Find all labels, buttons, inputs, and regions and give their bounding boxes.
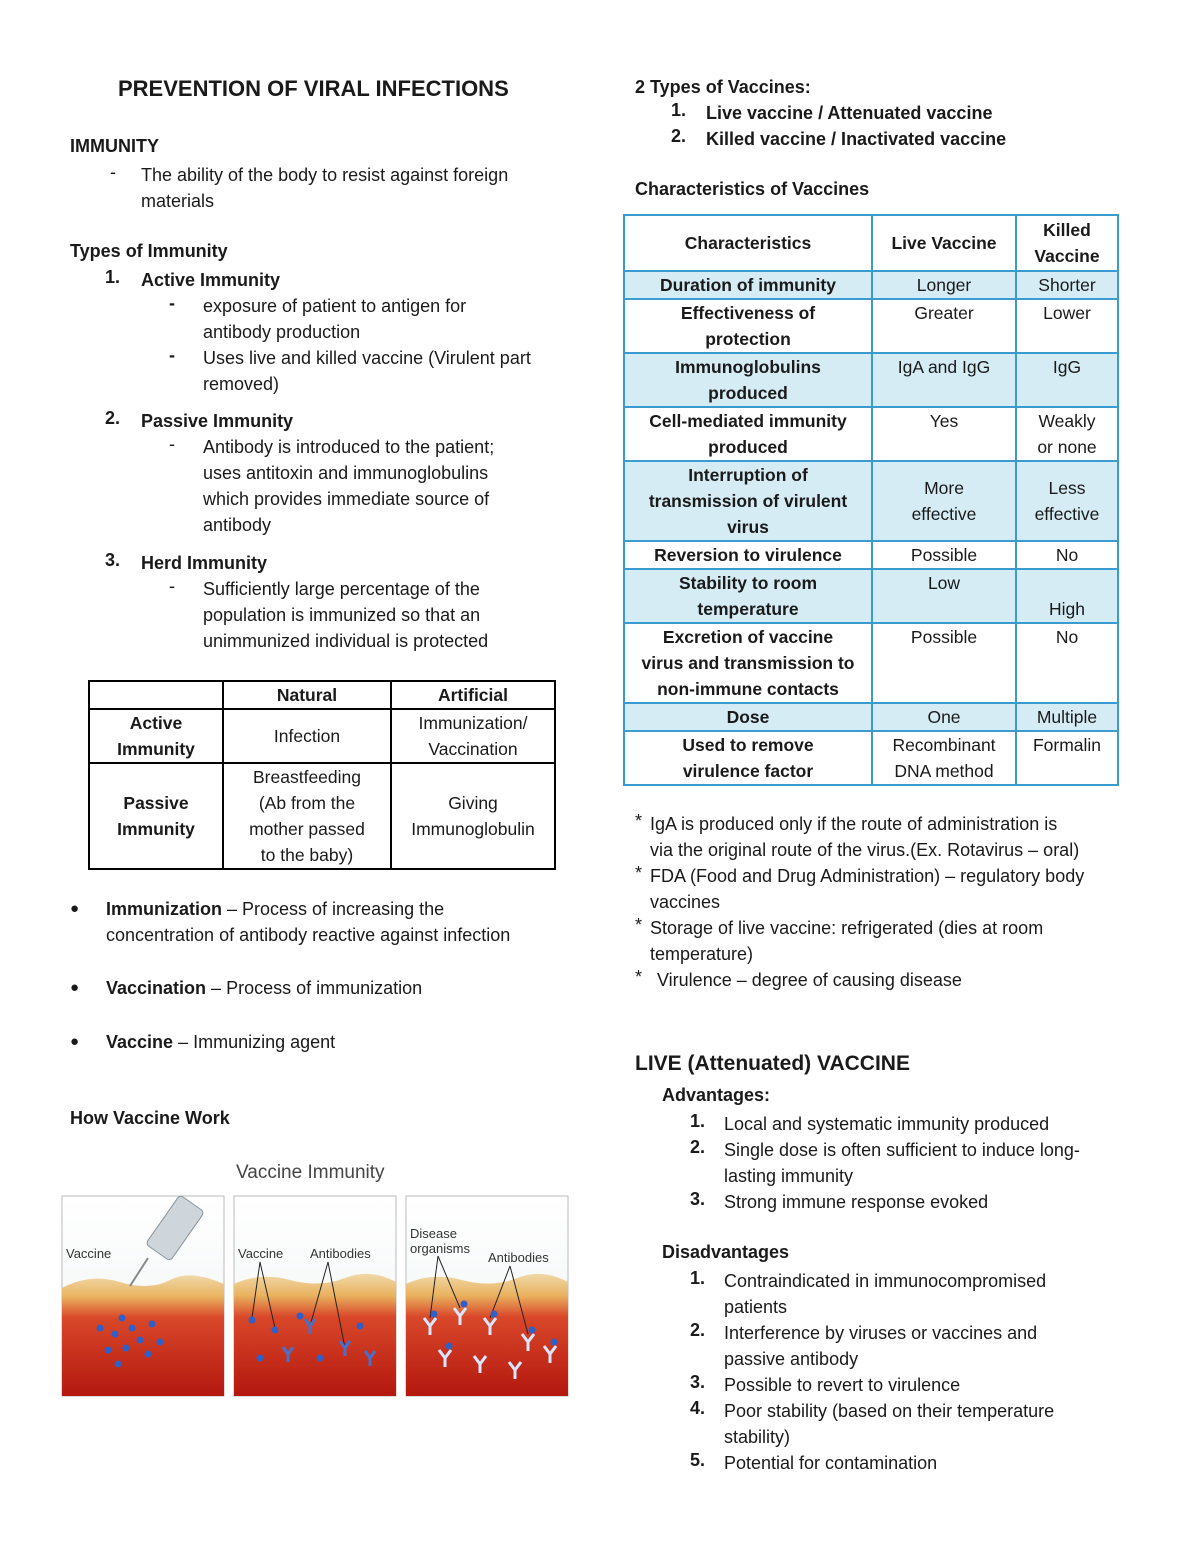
table-row [624, 271, 1118, 299]
item-number: 5. [690, 1450, 706, 1470]
disadvantages-list [690, 1268, 1150, 1476]
cell-line: Used to remove [682, 735, 814, 755]
cell-line: Weakly [1038, 411, 1096, 431]
text-line: via the original route of the virus.(Ex. Rotavirus – oral) [650, 840, 1080, 860]
table-row [89, 709, 555, 763]
footnote [635, 915, 1155, 967]
table-row [624, 623, 1118, 703]
list-item [690, 1189, 1150, 1215]
table-cell [89, 709, 223, 763]
table-cell: IgG [1016, 353, 1118, 407]
cell-line: Immunoglobulins [675, 357, 821, 377]
item-number: 2. [690, 1320, 706, 1340]
types-of-immunity-heading: Types of Immunity [70, 241, 228, 261]
list-item [690, 1137, 1150, 1189]
table-row [624, 731, 1118, 785]
cell-line: Excretion of vaccine [662, 627, 834, 647]
text-line: Single dose is often sufficient to induce long- [724, 1140, 1080, 1160]
text-line: uses antitoxin and immunoglobulins [203, 463, 489, 483]
table-cell [391, 763, 555, 869]
how-vaccine-work-heading: How Vaccine Work [70, 1108, 230, 1128]
cell-line: effective [1034, 504, 1100, 524]
table-header-cell: Natural [223, 681, 391, 709]
item-number: 3. [105, 550, 121, 570]
text-line: temperature) [650, 944, 754, 964]
vaccine-immunity-illustration [60, 1158, 572, 1398]
cell-line: or none [1037, 437, 1097, 457]
live-vaccine-heading: LIVE (Attenuated) VACCINE [635, 1052, 910, 1075]
text-line: concentration of antibody reactive against infection [106, 925, 511, 945]
text-line: Sufficiently large percentage of the [203, 579, 480, 599]
list-item [690, 1398, 1150, 1450]
cell-line: virulence factor [682, 761, 814, 781]
text-line: stability) [724, 1427, 791, 1447]
table-row [624, 299, 1118, 353]
advantages-list [690, 1111, 1150, 1215]
text-line: Process of increasing the [242, 899, 445, 919]
table-cell [624, 299, 872, 353]
table-cell: Dose [624, 703, 872, 731]
table-cell [223, 709, 391, 763]
table-cell: No [1016, 623, 1118, 703]
text-line: Potential for contamination [724, 1453, 938, 1473]
table-cell: Greater [872, 299, 1016, 353]
table-cell [223, 763, 391, 869]
cell-line: Infection [273, 726, 341, 746]
asterisk-mark: * [635, 863, 643, 883]
text-line: antibody [203, 515, 272, 535]
definition-separator: – [222, 899, 243, 919]
type-point [169, 576, 575, 654]
type-name: Passive Immunity [141, 411, 294, 431]
immunity-table [88, 680, 556, 870]
type-point [169, 293, 575, 345]
text-line: patients [724, 1297, 788, 1317]
immunity-definition [110, 162, 508, 214]
table-cell: IgA and IgG [872, 353, 1016, 407]
type-item-passive [105, 408, 575, 538]
cell-line: Cell-mediated immunity [649, 411, 847, 431]
cell-line: virus and transmission to [641, 653, 855, 673]
antibodies-label: Antibodies [310, 1246, 371, 1261]
antibodies-label: Antibodies [488, 1250, 549, 1265]
item-number: 4. [690, 1398, 706, 1418]
text-line: materials [141, 191, 215, 211]
vaccine-types-heading [635, 74, 1006, 152]
list-item [690, 1450, 1150, 1476]
cell-line: Killed [1043, 220, 1091, 240]
cell-line: Passive [123, 793, 189, 813]
type-point [169, 434, 575, 538]
table-cell [872, 461, 1016, 541]
item-number: 2. [105, 408, 121, 428]
text-line: population is immunized so that an [203, 605, 481, 625]
cell-line: Effectiveness of [680, 303, 816, 323]
organisms-label: organisms [410, 1241, 470, 1256]
vaccine-characteristics-table [623, 214, 1119, 786]
definition-immunization [70, 896, 580, 948]
cell-line: produced [708, 437, 788, 457]
cell-line: protection [705, 329, 791, 349]
item-number: 1. [105, 267, 121, 287]
table-cell [624, 407, 872, 461]
dash-mark: - [169, 293, 175, 313]
footnote [635, 863, 1155, 915]
cell-line: Recombinant [892, 735, 996, 755]
dash-mark: - [169, 576, 175, 596]
definition-separator: – [173, 1032, 194, 1052]
cell-line: non-immune contacts [657, 679, 839, 699]
table-cell: Duration of immunity [624, 271, 872, 299]
text-line: Uses live and killed vaccine (Virulent part [203, 348, 531, 368]
cell-line: Breastfeeding [253, 767, 361, 787]
bullet-icon: ● [70, 900, 80, 917]
advantages-heading: Advantages: [662, 1085, 771, 1105]
item-number: 2. [671, 126, 687, 146]
cell-line: Immunity [117, 819, 195, 839]
vaccine-label: Vaccine [66, 1246, 112, 1261]
panel-3 [406, 1196, 568, 1396]
cell-line: transmission of virulent [648, 491, 848, 511]
cell-line: Immunity [117, 739, 195, 759]
illustration-title: Vaccine Immunity [236, 1162, 385, 1183]
cell-line: effective [911, 504, 977, 524]
dash-mark: - [169, 434, 175, 454]
text-line: which provides immediate source of [203, 489, 490, 509]
table-header-cell [89, 681, 223, 709]
disease-label: Disease [410, 1226, 457, 1241]
item-number: 1. [690, 1111, 706, 1131]
table-cell [872, 731, 1016, 785]
table-cell: High [1016, 569, 1118, 623]
table-cell: Longer [872, 271, 1016, 299]
text-line: removed) [203, 374, 280, 394]
definition-term: Vaccination [106, 978, 207, 998]
list-item [690, 1372, 1150, 1398]
cell-line: Interruption of [688, 465, 808, 485]
immunity-heading: IMMUNITY [70, 136, 159, 156]
table-header-cell: Characteristics [624, 215, 872, 271]
bullet-icon: ● [70, 1033, 80, 1050]
table-cell: Possible [872, 541, 1016, 569]
text-line: The ability of the body to resist against foreign [141, 165, 509, 185]
text-line: Antibody is introduced to the patient; [203, 437, 495, 457]
disadvantages-heading: Disadvantages [662, 1242, 790, 1262]
text-line: Virulence – degree of causing disease [657, 970, 962, 990]
table-cell: No [1016, 541, 1118, 569]
vaccine-label: Vaccine [238, 1246, 284, 1261]
item-number: 1. [671, 100, 687, 120]
list-item [690, 1320, 1150, 1372]
table-cell [1016, 407, 1118, 461]
type-name: Herd Immunity [141, 553, 268, 573]
table-cell [624, 569, 872, 623]
definition-term: Vaccine [106, 1032, 174, 1052]
item-number: 1. [690, 1268, 706, 1288]
text-line: Killed vaccine / Inactivated vaccine [706, 129, 1007, 149]
cell-line: temperature [697, 599, 799, 619]
cell-line: Immunization/ [418, 713, 528, 733]
text-line: Immunizing agent [193, 1032, 336, 1052]
text-line: exposure of patient to antigen for [203, 296, 467, 316]
table-row [624, 703, 1118, 731]
text-line: Live vaccine / Attenuated vaccine [706, 103, 993, 123]
table-row [624, 461, 1118, 541]
table-cell: Low [872, 569, 1016, 623]
footnote [635, 967, 1155, 993]
type-item-active [105, 267, 575, 397]
list-item [690, 1268, 1150, 1320]
table-cell: Yes [872, 407, 1016, 461]
definition-vaccine [70, 1029, 580, 1055]
type-name: Active Immunity [141, 270, 281, 290]
cell-line: to the baby) [260, 845, 354, 865]
table-cell: One [872, 703, 1016, 731]
vaccine-type-item [671, 100, 1006, 126]
cell-line: More [924, 478, 964, 498]
dash-mark: - [110, 162, 116, 182]
definition-vaccination [70, 975, 580, 1001]
table-row [624, 407, 1118, 461]
asterisk-mark: * [635, 915, 643, 935]
table-cell [624, 461, 872, 541]
text-line: lasting immunity [724, 1166, 854, 1186]
text-line: Local and systematic immunity produced [724, 1114, 1050, 1134]
cell-line: Active [129, 713, 183, 733]
text-line: Storage of live vaccine: refrigerated (dies at room [650, 918, 1044, 938]
text-line: Contraindicated in immunocompromised [724, 1271, 1047, 1291]
text-line: passive antibody [724, 1349, 859, 1369]
definition-term: Immunization [106, 899, 222, 919]
table-cell [89, 763, 223, 869]
table-row [624, 569, 1118, 623]
cell-line: Giving [448, 793, 498, 813]
footnote [635, 811, 1155, 863]
text-line: Process of immunization [226, 978, 423, 998]
table-cell: Reversion to virulence [624, 541, 872, 569]
vaccine-type-item [671, 126, 1006, 152]
cell-line: mother passed [249, 819, 365, 839]
table-cell [624, 731, 872, 785]
table-header-row [624, 215, 1118, 271]
panel-2 [234, 1196, 396, 1396]
heading-text: 2 Types of Vaccines: [635, 77, 811, 97]
table-header-cell [1016, 215, 1118, 271]
text-line: FDA (Food and Drug Administration) – regulatory body [650, 866, 1085, 886]
bullet-icon: ● [70, 979, 80, 996]
text-line: Strong immune response evoked [724, 1192, 989, 1212]
item-number: 3. [690, 1189, 706, 1209]
table-cell: Possible [872, 623, 1016, 703]
table-cell: Lower [1016, 299, 1118, 353]
asterisk-mark: * [635, 811, 643, 831]
page-title: PREVENTION OF VIRAL INFECTIONS [118, 76, 509, 101]
table-row [89, 763, 555, 869]
text-line: Possible to revert to virulence [724, 1375, 961, 1395]
table-cell: Multiple [1016, 703, 1118, 731]
table-cell [391, 709, 555, 763]
item-number: 2. [690, 1137, 706, 1157]
text-line: Poor stability (based on their temperature [724, 1401, 1055, 1421]
cell-line: Vaccination [428, 739, 518, 759]
table-cell [624, 623, 872, 703]
text-line: Interference by viruses or vaccines and [724, 1323, 1038, 1343]
list-item [690, 1111, 1150, 1137]
table-cell [624, 353, 872, 407]
characteristics-heading: Characteristics of Vaccines [635, 179, 870, 199]
dash-mark: - [169, 345, 175, 365]
cell-line: Less [1048, 478, 1086, 498]
table-header-cell: Live Vaccine [872, 215, 1016, 271]
text-line: unimmunized individual is protected [203, 631, 489, 651]
cell-line: virus [727, 517, 769, 537]
definition-separator: – [206, 978, 227, 998]
item-number: 3. [690, 1372, 706, 1392]
text-line: vaccines [650, 892, 721, 912]
cell-line: Vaccine [1034, 246, 1100, 266]
table-cell: Formalin [1016, 731, 1118, 785]
type-point [169, 345, 575, 397]
table-row [624, 541, 1118, 569]
table-cell: Shorter [1016, 271, 1118, 299]
table-cell [1016, 461, 1118, 541]
table-row [624, 353, 1118, 407]
cell-line: Stability to room [678, 573, 818, 593]
cell-line: Immunoglobulin [411, 819, 535, 839]
text-line: antibody production [203, 322, 361, 342]
cell-line: DNA method [894, 761, 994, 781]
cell-line: produced [708, 383, 788, 403]
text-line: IgA is produced only if the route of administration is [650, 814, 1058, 834]
type-item-herd [105, 550, 575, 654]
table-header-row [89, 681, 555, 709]
asterisk-mark: * [635, 967, 643, 987]
panel-1 [62, 1195, 224, 1396]
cell-line: (Ab from the [258, 793, 356, 813]
table-header-cell: Artificial [391, 681, 555, 709]
footnotes [635, 811, 1155, 993]
